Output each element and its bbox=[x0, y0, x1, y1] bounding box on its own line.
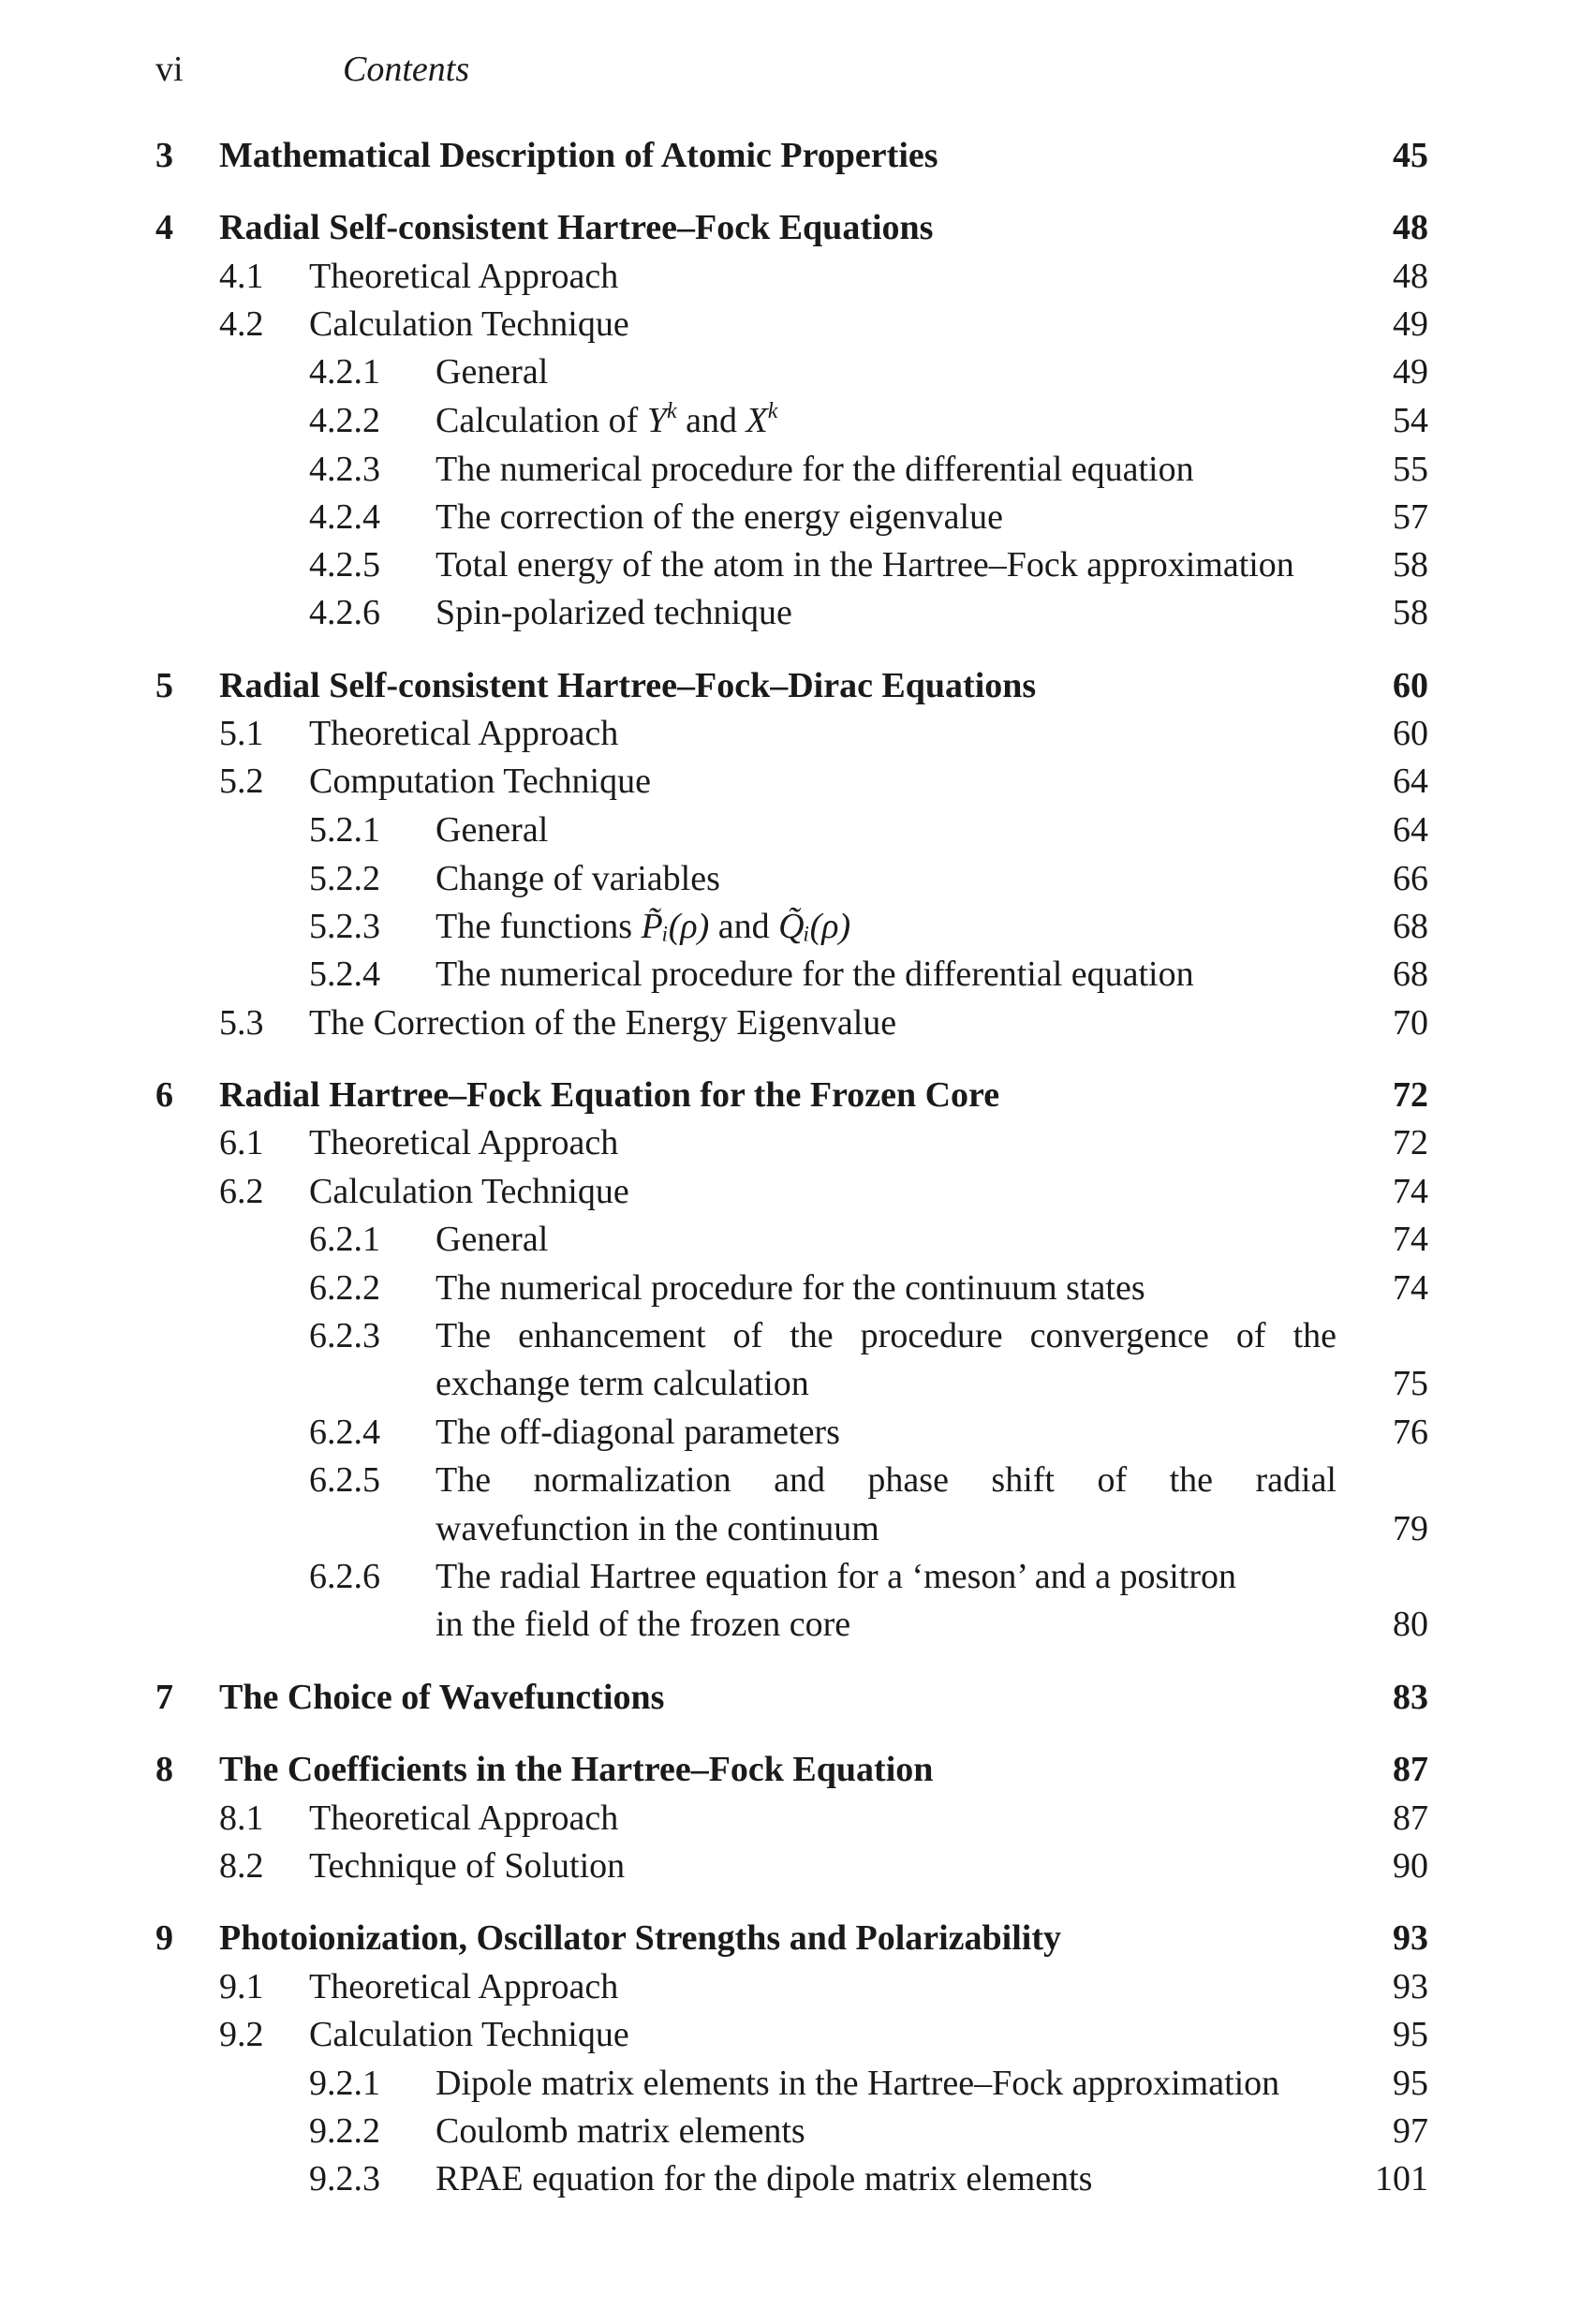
superscript-k: k bbox=[666, 399, 677, 423]
page-number: 87 bbox=[1393, 1750, 1428, 1789]
section-number: 9.2 bbox=[219, 2015, 264, 2054]
section-title: Calculation Technique bbox=[309, 304, 629, 344]
toc-subsection-5-2-3[interactable] bbox=[0, 902, 1595, 951]
toc-subsection-4-2-6[interactable] bbox=[0, 588, 1595, 637]
toc-section-5-2[interactable] bbox=[0, 757, 1595, 806]
chapter-number: 6 bbox=[155, 1075, 173, 1115]
toc-section-8-1[interactable] bbox=[0, 1794, 1595, 1843]
page-number: 74 bbox=[1393, 1220, 1428, 1259]
subsection-number: 6.2.2 bbox=[309, 1268, 380, 1308]
subsection-title: General bbox=[436, 1220, 549, 1259]
toc-subsection-9-2-1[interactable] bbox=[0, 2059, 1595, 2108]
section-number: 8.1 bbox=[219, 1799, 264, 1838]
page-number: 66 bbox=[1393, 859, 1428, 898]
subsection-number: 6.2.3 bbox=[309, 1316, 380, 1355]
subsection-title: Coulomb matrix elements bbox=[436, 2111, 805, 2151]
toc-subsection-6-2-6-continued[interactable] bbox=[0, 1600, 1595, 1649]
subsection-title: General bbox=[436, 810, 549, 850]
subsection-number: 5.2.2 bbox=[309, 859, 380, 898]
subsection-title: The correction of the energy eigenvalue bbox=[436, 497, 1003, 537]
page-number: 48 bbox=[1393, 257, 1428, 296]
page-number: 74 bbox=[1393, 1268, 1428, 1308]
page-number: 45 bbox=[1393, 136, 1428, 175]
subsection-number: 6.2.5 bbox=[309, 1460, 380, 1500]
running-title: Contents bbox=[343, 50, 470, 89]
subsection-title-line-2: in the field of the frozen core bbox=[436, 1605, 851, 1644]
page-number: 79 bbox=[1393, 1509, 1428, 1548]
toc-subsection-9-2-3[interactable] bbox=[0, 2154, 1595, 2203]
page-number: 48 bbox=[1393, 208, 1428, 247]
subsection-number: 5.2.3 bbox=[309, 907, 380, 946]
subsection-title: Dipole matrix elements in the Hartree–Fock approximation bbox=[436, 2064, 1280, 2103]
toc-subsection-4-2-4[interactable] bbox=[0, 493, 1595, 541]
subsection-number: 6.2.1 bbox=[309, 1220, 380, 1259]
section-title: The Correction of the Energy Eigenvalue bbox=[309, 1003, 897, 1043]
section-number: 9.1 bbox=[219, 1967, 264, 2006]
chapter-title: The Choice of Wavefunctions bbox=[219, 1678, 665, 1717]
toc-section-5-1[interactable] bbox=[0, 709, 1595, 758]
toc-subsection-6-2-4[interactable] bbox=[0, 1408, 1595, 1457]
section-title: Theoretical Approach bbox=[309, 1123, 619, 1162]
page-number: 93 bbox=[1393, 1918, 1428, 1958]
toc-subsection-6-2-3[interactable] bbox=[0, 1311, 1595, 1360]
toc-subsection-6-2-5[interactable] bbox=[0, 1456, 1595, 1504]
toc-section-4-2[interactable] bbox=[0, 300, 1595, 348]
page-number: 70 bbox=[1393, 1003, 1428, 1043]
subsection-number: 4.2.6 bbox=[309, 593, 380, 632]
subsection-title-line-2: wavefunction in the continuum bbox=[436, 1509, 879, 1548]
page-number: 97 bbox=[1393, 2111, 1428, 2151]
chapter-number: 9 bbox=[155, 1918, 173, 1958]
subsection-number: 4.2.2 bbox=[309, 401, 380, 440]
toc-subsection-6-2-5-continued[interactable] bbox=[0, 1504, 1595, 1553]
toc-chapter-4[interactable] bbox=[0, 203, 1595, 252]
section-title: Calculation Technique bbox=[309, 2015, 629, 2054]
page-number: 64 bbox=[1393, 762, 1428, 801]
page-number: 64 bbox=[1393, 810, 1428, 850]
page-number: 95 bbox=[1393, 2064, 1428, 2103]
page-number: 101 bbox=[1375, 2159, 1428, 2198]
subsection-number: 4.2.4 bbox=[309, 497, 380, 537]
page-number: 54 bbox=[1393, 401, 1428, 440]
page-number: 68 bbox=[1393, 955, 1428, 994]
toc-subsection-6-2-1[interactable] bbox=[0, 1215, 1595, 1264]
chapter-number: 5 bbox=[155, 666, 173, 705]
subsection-title: RPAE equation for the dipole matrix elements bbox=[436, 2159, 1093, 2198]
subsection-number: 4.2.1 bbox=[309, 352, 380, 392]
toc-subsection-4-2-5[interactable] bbox=[0, 540, 1595, 589]
title-conjunction: and bbox=[717, 907, 770, 946]
toc-chapter-5[interactable] bbox=[0, 661, 1595, 710]
page-number: 83 bbox=[1393, 1678, 1428, 1717]
chapter-number: 4 bbox=[155, 208, 173, 247]
subsection-title: Total energy of the atom in the Hartree–Fock approximation bbox=[436, 545, 1294, 585]
section-number: 8.2 bbox=[219, 1846, 264, 1886]
subsection-title: Spin-polarized technique bbox=[436, 593, 792, 632]
section-title: Technique of Solution bbox=[309, 1846, 626, 1886]
chapter-title: The Coefficients in the Hartree–Fock Equation bbox=[219, 1750, 934, 1789]
chapter-number: 7 bbox=[155, 1678, 173, 1717]
toc-section-6-2[interactable] bbox=[0, 1167, 1595, 1216]
section-title: Theoretical Approach bbox=[309, 714, 619, 753]
page-number: 72 bbox=[1393, 1075, 1428, 1115]
chapter-number: 3 bbox=[155, 136, 173, 175]
toc-section-4-1[interactable] bbox=[0, 252, 1595, 301]
function-p-tilde: P̃ᵢ(ρ) bbox=[641, 907, 710, 946]
section-number: 5.3 bbox=[219, 1003, 264, 1043]
subsection-number: 4.2.5 bbox=[309, 545, 380, 585]
toc-section-5-3[interactable] bbox=[0, 999, 1595, 1047]
section-title: Calculation Technique bbox=[309, 1172, 629, 1211]
toc-subsection-5-2-1[interactable] bbox=[0, 806, 1595, 854]
page-number: 60 bbox=[1393, 714, 1428, 753]
section-number: 6.1 bbox=[219, 1123, 264, 1162]
subsection-number: 5.2.4 bbox=[309, 955, 380, 994]
subsection-title-line-2: exchange term calculation bbox=[436, 1364, 809, 1403]
section-title: Computation Technique bbox=[309, 762, 651, 801]
page-number: 74 bbox=[1393, 1172, 1428, 1211]
page-number: 60 bbox=[1393, 666, 1428, 705]
page-number: 87 bbox=[1393, 1799, 1428, 1838]
title-prefix: Calculation of bbox=[436, 401, 639, 440]
subsection-number: 9.2.3 bbox=[309, 2159, 380, 2198]
toc-subsection-9-2-2[interactable] bbox=[0, 2107, 1595, 2155]
page-number: 49 bbox=[1393, 352, 1428, 392]
page-number: 80 bbox=[1393, 1605, 1428, 1644]
toc-subsection-5-2-4[interactable] bbox=[0, 950, 1595, 999]
toc-chapter-3[interactable] bbox=[0, 131, 1595, 180]
subsection-title bbox=[436, 396, 777, 445]
toc-subsection-6-2-3-continued[interactable] bbox=[0, 1359, 1595, 1408]
section-number: 5.2 bbox=[219, 762, 264, 801]
page-number: 75 bbox=[1393, 1364, 1428, 1403]
page-number: 68 bbox=[1393, 907, 1428, 946]
toc-subsection-6-2-2[interactable] bbox=[0, 1264, 1595, 1312]
toc-chapter-6[interactable] bbox=[0, 1071, 1595, 1119]
section-number: 4.2 bbox=[219, 304, 264, 344]
subsection-title bbox=[436, 902, 850, 951]
toc-chapter-8[interactable] bbox=[0, 1745, 1595, 1794]
toc-section-8-2[interactable] bbox=[0, 1842, 1595, 1890]
variable-x: X bbox=[746, 401, 768, 440]
chapter-number: 8 bbox=[155, 1750, 173, 1789]
subsection-title: The numerical procedure for the differential equation bbox=[436, 955, 1194, 994]
section-title: Theoretical Approach bbox=[309, 257, 619, 296]
subsection-title-line-1: The normalization and phase shift of the radial bbox=[436, 1460, 1337, 1500]
subsection-title: The numerical procedure for the continuum states bbox=[436, 1268, 1145, 1308]
toc-subsection-6-2-6[interactable] bbox=[0, 1552, 1595, 1601]
page-number: 76 bbox=[1393, 1413, 1428, 1452]
chapter-title: Radial Hartree–Fock Equation for the Frozen Core bbox=[219, 1075, 1000, 1115]
toc-chapter-9[interactable] bbox=[0, 1914, 1595, 1962]
subsection-title: The off-diagonal parameters bbox=[436, 1413, 840, 1452]
superscript-k: k bbox=[767, 399, 778, 423]
subsection-number: 9.2.2 bbox=[309, 2111, 380, 2151]
function-q-tilde: Q̃ᵢ(ρ) bbox=[778, 907, 851, 946]
chapter-title: Radial Self-consistent Hartree–Fock–Dirac Equations bbox=[219, 666, 1037, 705]
toc-chapter-7[interactable] bbox=[0, 1673, 1595, 1722]
subsection-title-line-1: The enhancement of the procedure convergence of the bbox=[436, 1316, 1337, 1355]
section-number: 5.1 bbox=[219, 714, 264, 753]
page-number: 93 bbox=[1393, 1967, 1428, 2006]
section-title: Theoretical Approach bbox=[309, 1967, 619, 2006]
subsection-number: 4.2.3 bbox=[309, 450, 380, 489]
section-number: 4.1 bbox=[219, 257, 264, 296]
section-title: Theoretical Approach bbox=[309, 1799, 619, 1838]
subsection-number: 6.2.4 bbox=[309, 1413, 380, 1452]
subsection-number: 6.2.6 bbox=[309, 1557, 380, 1596]
title-conjunction: and bbox=[686, 401, 738, 440]
page-number: 58 bbox=[1393, 545, 1428, 585]
subsection-number: 5.2.1 bbox=[309, 810, 380, 850]
title-prefix: The functions bbox=[436, 907, 633, 946]
page-number: 49 bbox=[1393, 304, 1428, 344]
toc-subsection-4-2-1[interactable] bbox=[0, 348, 1595, 396]
subsection-title: The numerical procedure for the differential equation bbox=[436, 450, 1194, 489]
page-folio: vi bbox=[155, 50, 184, 89]
variable-y: Y bbox=[646, 401, 667, 440]
section-number: 6.2 bbox=[219, 1172, 264, 1211]
toc-section-9-1[interactable] bbox=[0, 1962, 1595, 2011]
page-number: 90 bbox=[1393, 1846, 1428, 1886]
toc-subsection-4-2-2[interactable] bbox=[0, 396, 1595, 445]
subsection-title: General bbox=[436, 352, 549, 392]
toc-section-6-1[interactable] bbox=[0, 1118, 1595, 1167]
toc-section-9-2[interactable] bbox=[0, 2010, 1595, 2059]
page-number: 55 bbox=[1393, 450, 1428, 489]
chapter-title: Mathematical Description of Atomic Properties bbox=[219, 136, 938, 175]
subsection-title-line-1: The radial Hartree equation for a ‘meson’ and a positron bbox=[436, 1557, 1236, 1596]
page-number: 58 bbox=[1393, 593, 1428, 632]
page-number: 57 bbox=[1393, 497, 1428, 537]
toc-subsection-5-2-2[interactable] bbox=[0, 854, 1595, 903]
toc-subsection-4-2-3[interactable] bbox=[0, 445, 1595, 494]
subsection-number: 9.2.1 bbox=[309, 2064, 380, 2103]
page-number: 95 bbox=[1393, 2015, 1428, 2054]
subsection-title: Change of variables bbox=[436, 859, 720, 898]
chapter-title: Radial Self-consistent Hartree–Fock Equations bbox=[219, 208, 934, 247]
chapter-title: Photoionization, Oscillator Strengths and Polarizability bbox=[219, 1918, 1062, 1958]
page-number: 72 bbox=[1393, 1123, 1428, 1162]
